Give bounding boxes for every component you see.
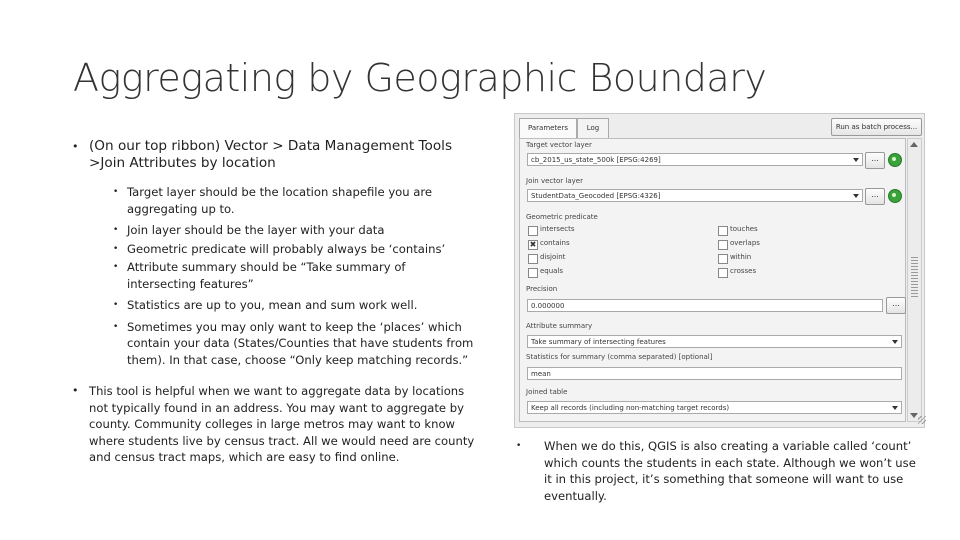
tab-parameters[interactable]: Parameters: [519, 118, 577, 139]
sub-bullet: [72, 297, 477, 314]
target-layer-value: cb_2015_us_state_500k [EPSG:4269]: [531, 156, 661, 164]
sub-bullet-text: Statistics are up to you, mean and sum work well.: [127, 298, 418, 312]
sub-bullet-text: Geometric predicate will probably always be ‘contains’: [127, 241, 446, 256]
checkbox-intersects[interactable]: [528, 226, 538, 236]
right-bullet-text: When we do this, QGIS is also creating a variable called ‘count’ which counts the students in each state. Although we won’t use it in this project, it’s something that someone will want to use eventually.: [544, 439, 916, 503]
sub-bullet: [72, 259, 477, 292]
bullet-dot-icon: •: [113, 225, 119, 235]
join-layer-label: Join vector layer: [526, 177, 583, 185]
scroll-down-icon[interactable]: [910, 413, 918, 418]
bullet-main-1: [72, 138, 477, 172]
scroll-grip[interactable]: [911, 257, 918, 297]
bullet-dot-icon: •: [113, 321, 119, 332]
sub-bullet: [72, 319, 477, 369]
run-as-batch-button[interactable]: Run as batch process...: [831, 118, 922, 136]
checkbox-crosses[interactable]: [718, 268, 728, 278]
checkbox-equals[interactable]: [528, 268, 538, 278]
bullet-dot-icon: •: [516, 441, 522, 451]
sub-bullet-text: Join layer should be the layer with your data: [127, 223, 385, 237]
target-layer-label: Target vector layer: [526, 141, 592, 149]
bullet-dot-icon: •: [113, 300, 119, 310]
bullet-main-2-text: This tool is helpful when we want to aggregate data by locations not typically found in an address. You may want to aggregate by county. Community colleges in large metros may want to know where students live by census tract. All we would need are county and census tract maps, which are easy to find online.: [89, 384, 475, 464]
joined-table-label: Joined table: [526, 388, 568, 396]
slide-title: Aggregating by Geographic Boundary: [73, 56, 767, 100]
sub-bullet: [72, 184, 477, 217]
parameters-panel: [519, 138, 906, 422]
bullet-main-2: [72, 383, 477, 466]
sub-bullet-text: Attribute summary should be “Take summary of intersecting features”: [127, 260, 406, 291]
target-layer-combo[interactable]: [527, 153, 863, 166]
predicate-label: Geometric predicate: [526, 213, 598, 221]
bullet-dot-icon: •: [113, 187, 119, 197]
sub-bullet: [72, 241, 477, 258]
sub-bullet-text: Target layer should be the location shapefile you are aggregating up to.: [127, 185, 433, 216]
right-bullet: [516, 438, 926, 504]
tab-log[interactable]: Log: [577, 118, 609, 138]
bullet-dot-icon: •: [113, 262, 119, 272]
checkbox-within[interactable]: [718, 254, 728, 264]
chevron-down-icon: [853, 158, 859, 162]
checkbox-contains[interactable]: ✖: [529, 240, 537, 249]
stats-input[interactable]: mean: [527, 367, 902, 380]
resize-grip-icon[interactable]: [918, 416, 926, 424]
predicate-equals-label: equals: [540, 267, 564, 275]
left-bullet-list: [72, 138, 477, 466]
join-layer-value: StudentData_Geocoded [EPSG:4326]: [531, 192, 661, 200]
bullet-dot-icon: •: [72, 384, 79, 397]
checkbox-touches[interactable]: [718, 226, 728, 236]
target-layer-browse-button[interactable]: ...: [865, 152, 885, 169]
attr-summary-value: Take summary of intersecting features: [531, 338, 666, 346]
joined-table-combo[interactable]: [527, 401, 902, 414]
join-attributes-dialog: [514, 113, 925, 428]
join-layer-browse-button[interactable]: ...: [865, 188, 885, 205]
predicate-intersects-label: intersects: [540, 225, 575, 233]
join-layer-iterate-icon[interactable]: [888, 189, 902, 203]
bullet-dot-icon: •: [72, 140, 79, 153]
joined-table-value: Keep all records (including non-matching target records): [531, 404, 730, 412]
predicate-overlaps-label: overlaps: [730, 239, 760, 247]
predicate-touches-label: touches: [730, 225, 758, 233]
predicate-within-label: within: [730, 253, 752, 261]
bullet-main-1-text: (On our top ribbon) Vector > Data Management Tools >Join Attributes by location: [89, 138, 453, 171]
attr-summary-combo[interactable]: [527, 335, 902, 348]
predicate-contains-label: contains: [540, 239, 570, 247]
bullet-dot-icon: •: [113, 243, 119, 254]
chevron-down-icon: [853, 194, 859, 198]
predicate-crosses-label: crosses: [730, 267, 757, 275]
predicate-disjoint-label: disjoint: [540, 253, 566, 261]
chevron-down-icon: [892, 406, 898, 410]
attr-summary-label: Attribute summary: [526, 322, 593, 330]
checkbox-overlaps[interactable]: [718, 240, 728, 250]
sub-bullet: [72, 222, 477, 239]
vertical-scrollbar[interactable]: [907, 138, 922, 422]
target-layer-iterate-icon[interactable]: [888, 153, 902, 167]
join-layer-combo[interactable]: [527, 189, 863, 202]
precision-input[interactable]: 0.000000: [527, 299, 883, 312]
checkbox-disjoint[interactable]: [528, 254, 538, 264]
chevron-down-icon: [892, 340, 898, 344]
precision-expression-button[interactable]: ...: [886, 297, 906, 314]
scroll-up-icon[interactable]: [910, 142, 918, 147]
sub-bullet-text: Sometimes you may only want to keep the ‘places’ which contain your data (States/Counties that have students from them). In that case, choose “Only keep matching records.”: [127, 319, 474, 367]
precision-label: Precision: [526, 285, 558, 293]
stats-label: Statistics for summary (comma separated) [optional]: [526, 353, 713, 361]
